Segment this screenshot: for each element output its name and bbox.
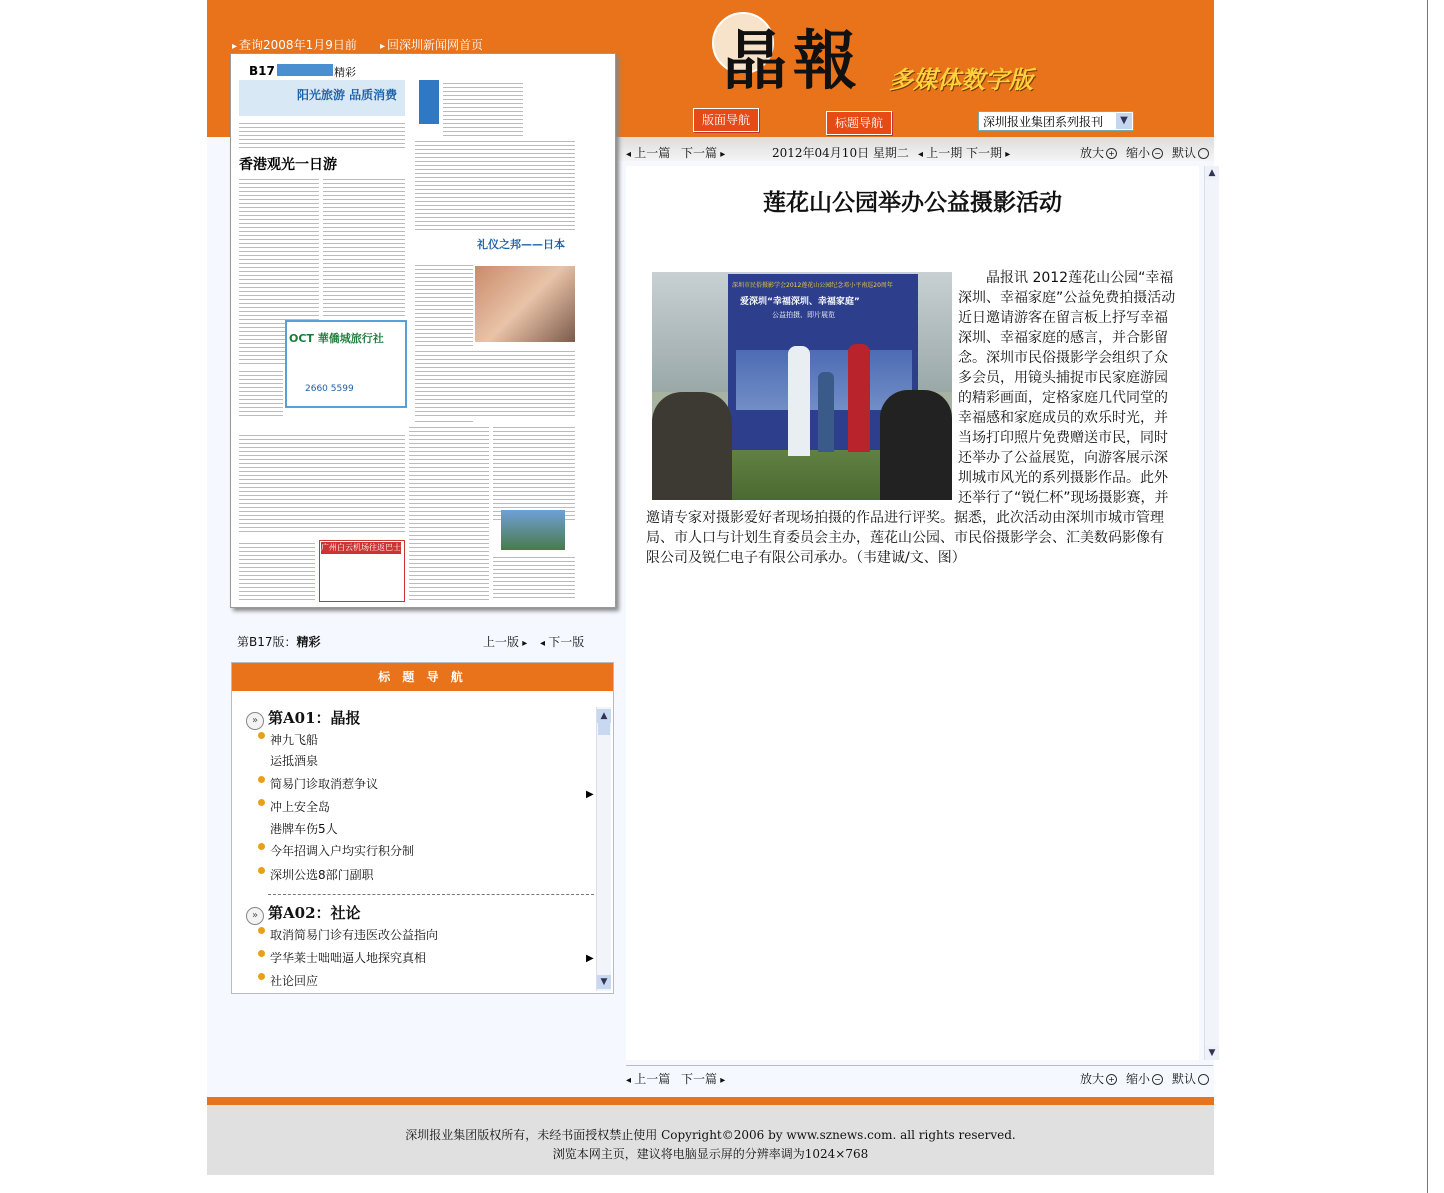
thumb-text-block <box>443 80 523 136</box>
thumb-small-photo <box>501 510 565 550</box>
article-link[interactable] <box>270 775 378 792</box>
minus-icon: − <box>1152 1074 1163 1085</box>
article-link[interactable] <box>270 866 374 883</box>
caret-right-icon[interactable]: ▶ <box>586 789 594 800</box>
article-link-label: 深圳公选8部门副职 <box>270 868 374 882</box>
section-title-a02[interactable]: 第A02：社论 <box>268 904 361 922</box>
photo-banner-line1: 深圳市民俗摄影学会2012莲花山公园纪念邓小平南巡20周年 <box>732 282 893 289</box>
thumb-photo <box>475 266 575 342</box>
scroll-down-icon[interactable]: ▼ <box>597 975 611 989</box>
article-link-label: 神九飞船 <box>270 733 319 747</box>
article-link[interactable] <box>270 798 330 815</box>
zoom-out-button[interactable] <box>1126 144 1163 161</box>
article-link[interactable] <box>270 972 318 989</box>
footer <box>207 1105 1214 1175</box>
logo-subtitle: 多媒体数字版 <box>889 66 1033 94</box>
prev-issue-link[interactable]: ◂ 上一期 <box>918 144 962 161</box>
page-code: 第B17版： <box>237 635 297 649</box>
bullet-icon <box>258 867 265 874</box>
thumb-red-ad-title: 广州白云机场往返巴士 <box>321 543 401 552</box>
next-issue-link[interactable]: 下一期 ▸ <box>966 144 1010 161</box>
bullet-icon <box>258 843 265 850</box>
home-link[interactable]: ▸ 回深圳新闻网首页 <box>380 36 483 53</box>
zoom-default-label: 默认 <box>1172 1072 1197 1086</box>
scroll-thumb[interactable] <box>598 723 610 735</box>
thumb-headline-3: 礼仪之邦——日本 <box>477 238 565 251</box>
thumb-column-marker <box>419 80 439 124</box>
thumb-text-block <box>493 424 575 520</box>
article-link-label: 运抵酒泉 <box>270 754 319 768</box>
thumb-ad-phone: 2660 5599 <box>305 384 354 394</box>
photo-spacer <box>646 268 958 506</box>
zoom-default-button[interactable] <box>1172 1070 1209 1087</box>
article-link[interactable] <box>270 926 438 943</box>
article-title: 莲花山公园举办公益摄影活动 <box>763 189 1062 216</box>
zoom-in-label: 放大 <box>1080 146 1105 160</box>
double-chevron-icon: » <box>246 712 264 730</box>
zoom-in-label: 放大 <box>1080 1072 1105 1086</box>
logo: 晶報 <box>723 24 863 99</box>
circle-icon <box>1198 1074 1209 1085</box>
zoom-in-button[interactable] <box>1080 1070 1117 1087</box>
article-link-label: 今年招调入户均实行积分制 <box>270 844 415 858</box>
resolution-note: 浏览本网主页，建议将电脑显示屏的分辨率调为1024×768 <box>552 1147 869 1161</box>
publication-select[interactable] <box>978 111 1134 131</box>
thumb-headline-2: 香港观光一日游 <box>239 157 337 173</box>
thumb-text-block <box>415 138 575 230</box>
thumb-section: 精彩 <box>334 66 356 79</box>
prev-article-link[interactable]: ◂ 上一篇 <box>626 144 670 161</box>
article-link-label: 港牌车伤5人 <box>270 822 338 836</box>
zoom-default-button[interactable] <box>1172 144 1209 161</box>
thumb-text-block <box>323 176 405 316</box>
chevron-down-icon[interactable]: ▼ <box>1116 113 1132 129</box>
plus-icon: + <box>1106 1074 1117 1085</box>
next-article-link[interactable]: 下一篇 ▸ <box>681 144 725 161</box>
article-link-label: 冲上安全岛 <box>270 800 331 814</box>
thumb-text-block <box>239 368 283 418</box>
article-link[interactable] <box>270 842 414 859</box>
zoom-out-button[interactable] <box>1126 1070 1163 1087</box>
bullet-icon <box>258 973 265 980</box>
scroll-up-icon[interactable]: ▲ <box>597 709 611 723</box>
next-page-link[interactable]: ◂ 下一版 <box>540 633 584 650</box>
thumb-ad-text: OCT 華僑城旅行社 <box>289 332 384 345</box>
bullet-icon <box>258 732 265 739</box>
caret-right-icon[interactable]: ▶ <box>586 953 594 964</box>
title-nav-panel <box>231 662 614 994</box>
prev-article-link[interactable]: ◂ 上一篇 <box>626 1070 670 1087</box>
plus-icon: + <box>1106 148 1117 159</box>
thumb-text-block <box>409 424 489 600</box>
zoom-out-label: 缩小 <box>1126 146 1151 160</box>
article-body <box>646 268 1176 568</box>
bullet-icon <box>258 927 265 934</box>
article-link-label: 取消简易门诊有违医改公益指向 <box>270 928 439 942</box>
query-archive-link[interactable]: ▸ 查询2008年1月9日前 <box>232 36 357 53</box>
thumb-headline-1: 阳光旅游 品质消费 <box>297 88 398 102</box>
copyright-text: 深圳报业集团版权所有，未经书面授权禁止使用 Copyright©2006 by www.sznews.com. all rights reserved. <box>405 1128 1016 1142</box>
page-thumbnail[interactable] <box>230 53 616 608</box>
circle-icon <box>1198 148 1209 159</box>
issue-date: 2012年04月10日 星期二 <box>772 146 909 160</box>
bullet-icon <box>258 776 265 783</box>
photo-banner-line2: 爱深圳“幸福深圳、幸福家庭” <box>740 297 860 307</box>
photo-banner-line3: 公益拍摄、即片展览 <box>772 311 835 319</box>
article-panel <box>626 166 1216 1060</box>
page-number-label <box>237 633 321 650</box>
next-article-link[interactable]: 下一篇 ▸ <box>681 1070 725 1087</box>
thumb-text-block <box>493 554 575 600</box>
thumb-text-block <box>239 120 405 150</box>
article-link-label: 社论回应 <box>270 974 319 988</box>
thumb-text-block <box>239 540 315 600</box>
section-title-a01[interactable]: 第A01：晶报 <box>268 709 361 727</box>
article-link-label: 简易门诊取消惹争议 <box>270 777 379 791</box>
article-scrollbar[interactable] <box>1204 166 1219 1060</box>
footer-line <box>207 1097 1214 1105</box>
layout-nav-button[interactable]: 版面导航 <box>693 108 759 132</box>
bullet-icon <box>258 950 265 957</box>
article-link[interactable] <box>270 752 318 769</box>
article-text: 晶报讯 2012莲花山公园“幸福深圳、幸福家庭”公益免费拍摄活动近日邀请游客在留言板上抒写幸福深圳、幸福家庭的感言，并合影留念。深圳市民俗摄影学会组织了众多会员，用镜头捕捉市民家庭游园的精彩画面，定格家庭几代同堂的幸福感和家庭成员的欢乐时光，并当场打印照片免费赠送市民，同时还举办了公益展览，向游客展示深圳城市风光的系列摄影作品。此外还举行了“锐仁杯”现场摄影赛，并邀请专家对摄影爱好者现场拍摄的作品进行评奖。据悉，此次活动由深圳市城市管理局、市人口与计划生育委员会主办，莲花山公园、市民俗摄影学会、汇美数码影像有限公司及锐仁电子有限公司承办。（韦建诚/文、图） <box>646 270 1176 566</box>
title-nav-button[interactable]: 标题导航 <box>826 111 892 135</box>
thumb-text-block <box>239 432 405 532</box>
divider <box>268 894 594 895</box>
prev-page-link[interactable]: 上一版 ▸ <box>483 633 527 650</box>
page-container <box>207 0 1214 1175</box>
scroll-down-icon[interactable]: ▼ <box>1205 1046 1219 1060</box>
thumb-logo-strip <box>277 64 333 76</box>
zoom-in-button[interactable] <box>1080 144 1117 161</box>
article-link[interactable] <box>270 731 318 748</box>
zoom-default-label: 默认 <box>1172 146 1197 160</box>
double-chevron-icon: » <box>246 907 264 925</box>
title-nav-scrollbar[interactable] <box>596 707 611 991</box>
minus-icon: − <box>1152 148 1163 159</box>
toolbar-divider <box>626 1065 1213 1066</box>
bullet-icon <box>258 799 265 806</box>
publication-select-value: 深圳报业集团系列报刊 <box>983 115 1104 129</box>
title-nav-heading: 标 题 导 航 <box>232 663 613 691</box>
thumb-page-code: B17 <box>249 64 275 78</box>
article-link-label: 学华莱士咄咄逼人地探究真相 <box>270 951 427 965</box>
article-link[interactable] <box>270 820 338 837</box>
page-name: 精彩 <box>296 635 321 649</box>
zoom-out-label: 缩小 <box>1126 1072 1151 1086</box>
window-scrollbar-edge <box>1427 0 1428 1193</box>
article-link[interactable] <box>270 949 426 966</box>
thumb-text-block <box>415 348 575 418</box>
scroll-up-icon[interactable]: ▲ <box>1205 166 1219 180</box>
